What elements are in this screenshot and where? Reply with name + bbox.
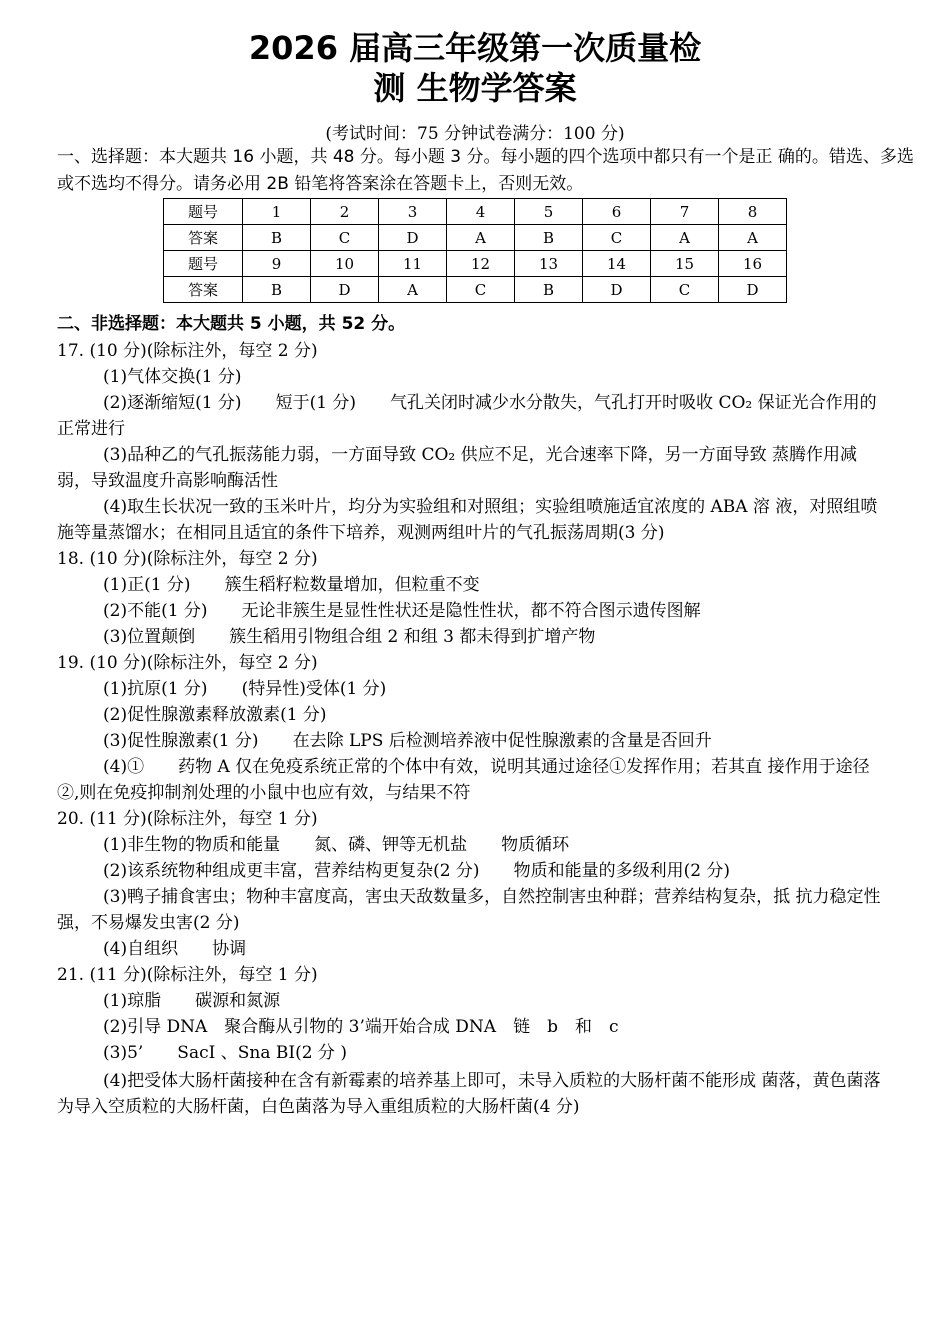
answer-line: (2)该系统物种组成更丰富，营养结构更复杂(2 分) 物质和能量的多级利用(2 分) [103, 861, 731, 881]
question-20-header: 20. (11 分)(除标注外，每空 1 分) [57, 809, 318, 829]
table-cell: 9 [243, 251, 311, 277]
answer-line: (2)逐渐缩短(1 分) 短于(1 分) 气孔关闭时减少水分散失，气孔打开时吸收 CO₂ 保证光合作用的正常进行 [57, 393, 877, 439]
table-row [164, 251, 787, 277]
table-cell: B [515, 225, 583, 251]
answer-line: (1)抗原(1 分) (特异性)受体(1 分) [103, 679, 387, 699]
table-cell: 7 [651, 199, 719, 225]
answer-line: (2)引导 DNA 聚合酶从引物的 3’端开始合成 DNA 链 b 和 c [103, 1017, 619, 1037]
table-cell: C [583, 225, 651, 251]
table-cell: 题号 [164, 199, 243, 225]
table-cell: 6 [583, 199, 651, 225]
table-cell: 1 [243, 199, 311, 225]
table-cell: A [651, 225, 719, 251]
table-cell: 5 [515, 199, 583, 225]
table-cell: 16 [719, 251, 787, 277]
answer-line: (3)品种乙的气孔振荡能力弱，一方面导致 CO₂ 供应不足，光合速率下降，另一方面导致 蒸腾作用减弱，导致温度升高影响酶活性 [57, 445, 858, 491]
answer-line: (3)鸭子捕食害虫；物种丰富度高，害虫天敌数量多，自然控制害虫种群；营养结构复杂，抵 抗力稳定性强，不易爆发虫害(2 分) [57, 887, 881, 933]
question-17-header: 17. (10 分)(除标注外，每空 2 分) [57, 341, 318, 361]
answer-line: (1)琼脂 碳源和氮源 [103, 991, 281, 1011]
question-19 [57, 650, 887, 806]
answer-line: (2)促性腺激素释放激素(1 分) [103, 705, 327, 725]
table-cell: 4 [447, 199, 515, 225]
table-cell: 11 [379, 251, 447, 277]
question-18 [57, 546, 887, 650]
table-cell: B [515, 277, 583, 303]
answer-line: (1)非生物的物质和能量 氮、磷、钾等无机盐 物质循环 [103, 835, 570, 855]
answer-line: (4)把受体大肠杆菌接种在含有新霉素的培养基上即可，未导入质粒的大肠杆菌不能形成 菌落，黄色菌落为导入空质粒的大肠杆菌，白色菌落为导入重组质粒的大肠杆菌(4 分) [57, 1071, 881, 1117]
table-cell: 答案 [164, 225, 243, 251]
multiple-choice-answer-table [163, 198, 787, 303]
table-cell: 14 [583, 251, 651, 277]
table-cell: 10 [311, 251, 379, 277]
answer-line: (4)① 药物 A 仅在免疫系统正常的个体中有效，说明其通过途径①发挥作用；若其直 接作用于途径②,则在免疫抑制剂处理的小鼠中也应有效，与结果不符 [57, 757, 870, 803]
table-cell: B [243, 277, 311, 303]
table-cell: B [243, 225, 311, 251]
table-cell: 3 [379, 199, 447, 225]
answer-line: (3)位置颠倒 簇生稻用引物组合组 2 和组 3 都未得到扩增产物 [103, 627, 596, 647]
table-cell: 2 [311, 199, 379, 225]
table-cell: D [311, 277, 379, 303]
table-row [164, 225, 787, 251]
table-cell: C [651, 277, 719, 303]
answer-line: (4)自组织 协调 [103, 939, 247, 959]
question-21-header: 21. (11 分)(除标注外，每空 1 分) [57, 965, 318, 985]
table-cell: D [583, 277, 651, 303]
table-cell: A [719, 225, 787, 251]
answer-line: (1)气体交换(1 分) [103, 367, 242, 387]
page-title-line-1: 2026 届高三年级第一次质量检 [248, 29, 702, 67]
table-cell: 8 [719, 199, 787, 225]
answer-line: (3)5’ SacI 、Sna BI(2 分 ) [103, 1043, 347, 1063]
exam-info-subtitle: (考试时间：75 分钟试卷满分：100 分) [325, 124, 625, 144]
answer-line: (1)正(1 分) 簇生稻籽粒数量增加，但粒重不变 [103, 575, 480, 595]
section-1-instructions: 一、选择题：本大题共 16 小题，共 48 分。每小题 3 分。每小题的四个选项中都只有一个是正 确的。错选、多选或不选均不得分。请务必用 2B 铅笔将答案涂在答题卡上，否则无效。 [57, 147, 914, 194]
table-cell: A [379, 277, 447, 303]
answers-body [57, 338, 887, 1120]
answer-line: (2)不能(1 分) 无论非簇生是显性性状还是隐性性状，都不符合图示遗传图解 [103, 601, 701, 621]
table-cell: 15 [651, 251, 719, 277]
question-21 [57, 962, 887, 1120]
table-cell: A [447, 225, 515, 251]
table-cell: 12 [447, 251, 515, 277]
page-title-line-2: 测 生物学答案 [373, 69, 577, 107]
question-18-header: 18. (10 分)(除标注外，每空 2 分) [57, 549, 318, 569]
section-2-heading: 二、非选择题：本大题共 5 小题，共 52 分。 [57, 314, 406, 334]
table-cell: D [719, 277, 787, 303]
table-cell: 答案 [164, 277, 243, 303]
table-row [164, 277, 787, 303]
table-cell: 题号 [164, 251, 243, 277]
table-cell: C [447, 277, 515, 303]
answer-line: (4)取生长状况一致的玉米叶片，均分为实验组和对照组；实验组喷施适宜浓度的 ABA 溶 液，对照组喷施等量蒸馏水；在相同且适宜的条件下培养，观测两组叶片的气孔振荡周期(3 分) [57, 497, 878, 543]
table-row [164, 199, 787, 225]
table-cell: D [379, 225, 447, 251]
table-cell: C [311, 225, 379, 251]
question-19-header: 19. (10 分)(除标注外，每空 2 分) [57, 653, 318, 673]
question-20 [57, 806, 887, 962]
table-cell: 13 [515, 251, 583, 277]
question-17 [57, 338, 887, 546]
answer-line: (3)促性腺激素(1 分) 在去除 LPS 后检测培养液中促性腺激素的含量是否回升 [103, 731, 712, 751]
